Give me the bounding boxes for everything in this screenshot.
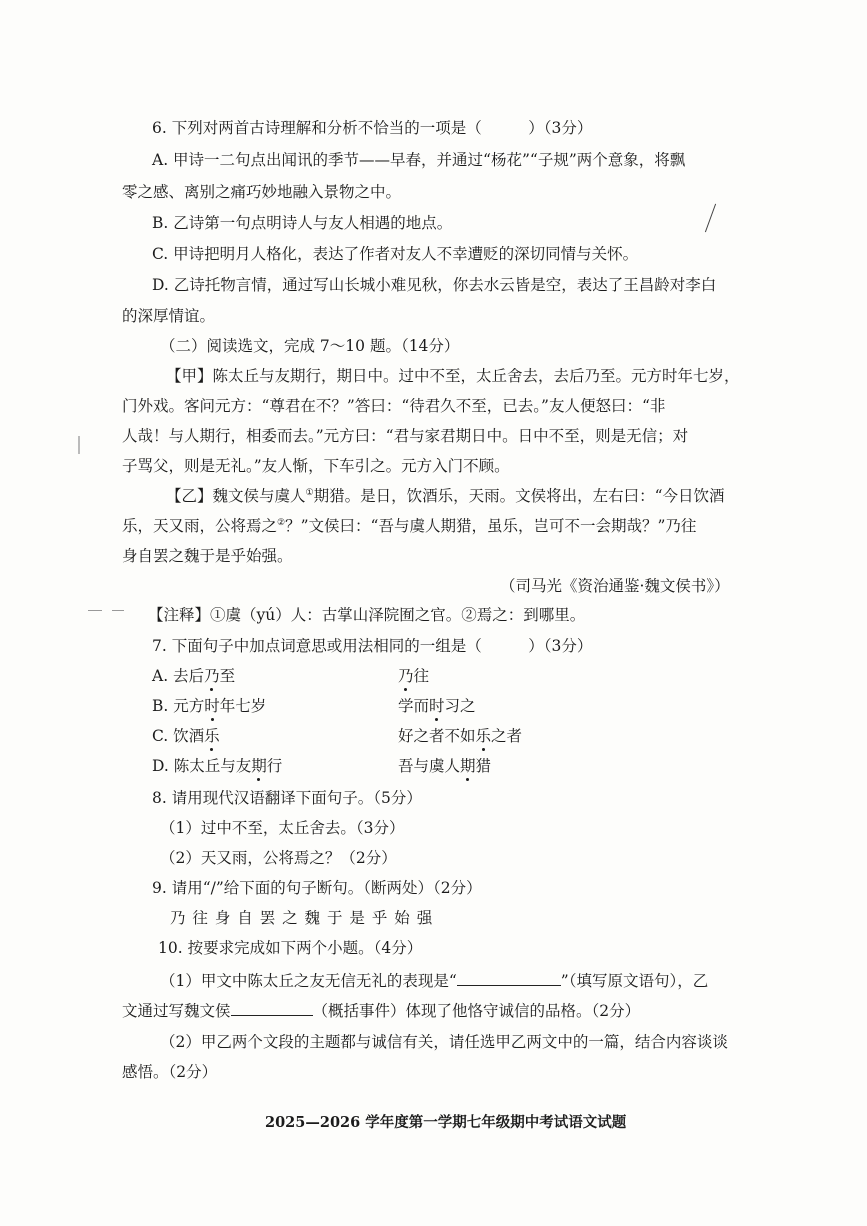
passage-yi-line1: [166, 486, 725, 506]
q6-option-d-line1: D. 乙诗托物言情，通过写山长城小难见秋，你去水云皆是空，表达了王昌龄对李白: [152, 276, 717, 294]
passage-jia-line1: 【甲】陈太丘与友期行，期日中。过中不至，太丘舍去，去后乃至。元方时年七岁，: [166, 367, 740, 385]
dotted-word: 乃: [398, 667, 414, 685]
passage-yi-text: ？”文侯曰：“吾与虞人期猎，虽乐，岂可不一会期哉？”乃往: [285, 517, 697, 535]
option-text: 行: [266, 757, 283, 775]
q6-stem: 6. 下列对两首古诗理解和分析不恰当的一项是（ ）（3分）: [152, 119, 593, 137]
section2-heading: （二）阅读选文，完成 7～10 题。（14分）: [160, 337, 460, 355]
q10-stem: 10. 按要求完成如下两个小题。（4分）: [158, 939, 423, 957]
dotted-word: 乃: [204, 667, 220, 685]
passage-jia-line4: 子骂父，则是无礼。”友人惭，下车引之。元方入门不顾。: [122, 457, 510, 475]
q7-stem: 7. 下面句子中加点词意思或用法相同的一组是（ ）（3分）: [152, 637, 593, 655]
q10-part2-line2: 感悟。（2分）: [122, 1063, 218, 1081]
scan-artifact-mark: [78, 436, 80, 454]
q10-part1-line1: [160, 970, 708, 991]
q10-part2-line1: （2）甲乙两个文段的主题都与诚信有关，请任选甲乙两文中的一篇，结合内容谈谈: [160, 1033, 728, 1051]
page-footer-title: 2025—2026 学年度第一学期七年级期中考试语文试题: [265, 1114, 627, 1131]
passage-yi-line2: [122, 516, 696, 536]
answer-blank-2[interactable]: [231, 1000, 313, 1016]
q10-text: ”（填写原文语句），乙: [560, 972, 709, 990]
option-text: 往: [413, 667, 430, 685]
option-text: 学而: [398, 697, 430, 715]
footnote-marker-1: ①: [305, 487, 314, 498]
q7-option-d-left: [152, 756, 282, 776]
q8-sentence-2: （2）天又雨，公将焉之？（2分）: [160, 849, 397, 867]
q7-option-a-right: [398, 666, 429, 686]
option-text: B. 元方: [152, 697, 205, 715]
passage-source: （司马光《资治通鉴·魏文侯书》）: [500, 577, 730, 595]
q6-option-a-line2: 零之感、离别之痛巧妙地融入景物之中。: [122, 183, 402, 201]
q8-stem: 8. 请用现代汉语翻译下面句子。（5分）: [152, 789, 422, 807]
q9-sentence: 乃 往 身 自 罢 之 魏 于 是 乎 始 强: [170, 909, 434, 927]
q10-text: （1）甲文中陈太丘之友无信无礼的表现是“: [160, 972, 457, 990]
scan-artifact-dash: [88, 610, 102, 611]
q8-sentence-1: （1）过中不至，太丘舍去。（3分）: [160, 819, 405, 837]
handwritten-slash-mark: [705, 204, 716, 233]
q7-option-c-left: [152, 726, 220, 746]
option-text: C. 饮酒: [152, 727, 205, 745]
q7-option-a-left: [152, 666, 235, 686]
q10-text: 文通过写魏文侯: [122, 1002, 231, 1020]
annotation-note: 【注释】①虞（yú）人：古掌山泽院囿之官。②焉之：到哪里。: [148, 606, 586, 624]
option-text: 年七岁: [219, 697, 267, 715]
option-text: 至: [219, 667, 236, 685]
option-text: 之者: [491, 727, 523, 745]
q7-option-b-right: [398, 696, 476, 716]
scan-artifact-dash: [112, 610, 124, 611]
dotted-word: 期: [460, 757, 476, 775]
q9-stem: 9. 请用“/”给下面的句子断句。（断两处）（2分）: [152, 879, 482, 897]
passage-jia-line2: 门外戏。客问元方：“尊君在不？”答曰：“待君久不至，已去。”友人便怒曰：“非: [122, 397, 666, 415]
dotted-word: 时: [429, 697, 445, 715]
option-text: D. 陈太丘与友: [152, 757, 252, 775]
answer-blank-1[interactable]: [457, 970, 561, 986]
dotted-word: 乐: [475, 727, 492, 745]
passage-yi-line3: 身自罢之魏于是乎始强。: [122, 547, 293, 565]
option-text: 好之者不如: [398, 727, 476, 745]
passage-yi-text: 乐，天又雨，公将焉之: [122, 517, 278, 535]
q7-option-d-right: [398, 756, 491, 776]
q6-option-d-line2: 的深厚情谊。: [122, 307, 216, 325]
option-text: 习之: [444, 697, 476, 715]
q6-option-a-line1: A. 甲诗一二句点出闻讯的季节——早春，并通过“杨花”“子规”两个意象，将飘: [152, 151, 686, 169]
q6-option-c: C. 甲诗把明月人格化，表达了作者对友人不幸遭贬的深切同情与关怀。: [152, 245, 639, 263]
option-text: A. 去后: [152, 667, 205, 685]
option-text: 猎: [475, 757, 492, 775]
q6-option-b: B. 乙诗第一句点明诗人与友人相遇的地点。: [152, 214, 453, 232]
dotted-word: 乐: [204, 727, 220, 745]
dotted-word: 时: [204, 697, 220, 715]
q7-option-c-right: [398, 726, 522, 746]
option-text: 吾与虞人: [398, 757, 461, 775]
passage-yi-text: 期猎。是日，饮酒乐，天雨。文侯将出，左右曰：“今日饮酒: [313, 487, 725, 505]
q7-option-b-left: [152, 696, 266, 716]
q10-part1-line2: [122, 1000, 640, 1021]
footnote-marker-2: ②: [277, 517, 286, 528]
q10-text: （概括事件）体现了他恪守诚信的品格。（2分）: [312, 1002, 641, 1020]
passage-jia-line3: 人哉！与人期行，相委而去。”元方曰：“君与家君期日中。日中不至，则是无信；对: [122, 427, 689, 445]
passage-yi-text: 【乙】魏文侯与虞人: [166, 487, 306, 505]
dotted-word: 期: [251, 757, 267, 775]
